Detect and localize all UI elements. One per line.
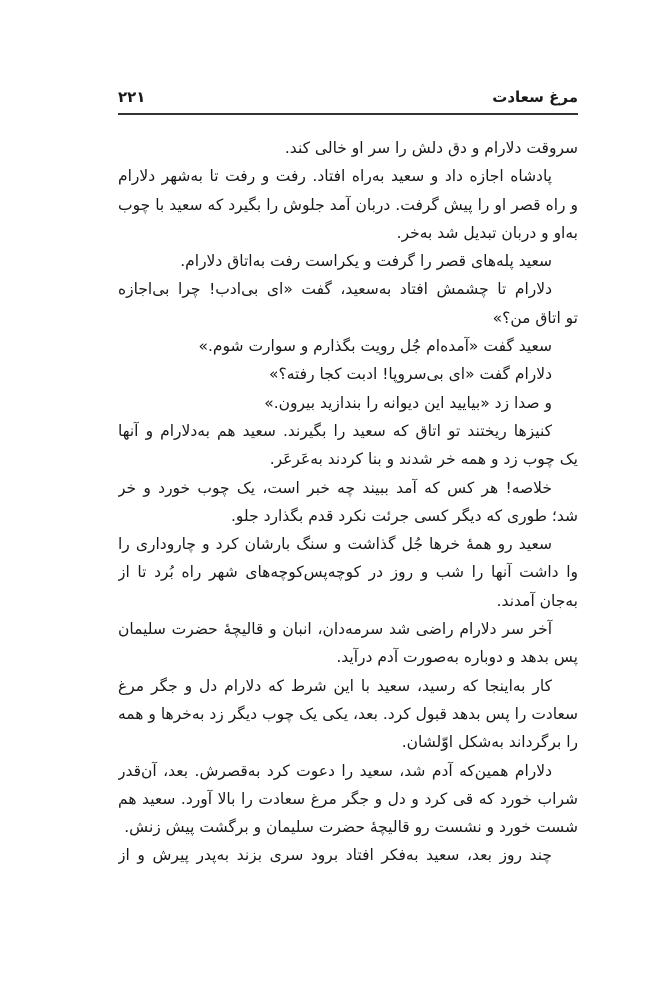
text-line: خلاصه! هر کس که آمد ببیند چه خبر است، یک چوب خورد و خر [118, 478, 552, 497]
text-line: تو اتاق من؟» [492, 308, 578, 327]
page-body [118, 134, 578, 870]
text-line: کار به‌اینجا که رسید، سعید با این شرط که دلارام دل و جگر مرغ [118, 676, 552, 695]
page-number: ۲۲۱ [118, 88, 146, 106]
text-line: شد؛ طوری که دیگر کسی جرئت نکرد قدم بگذارد جلو. [231, 506, 578, 525]
text-line: پادشاه اجازه داد و سعید به‌راه افتاد. رفت و رفت تا به‌شهر دلارام [118, 167, 552, 186]
text-line: آخر سر دلارام راضی شد سرمه‌دان، انبان و قالیچهٔ حضرت سلیمان [118, 620, 552, 639]
running-header [118, 88, 578, 112]
text-line: را برگرداند به‌شکل اوّلشان. [401, 733, 578, 752]
chapter-title: مرغ سعادت [492, 88, 578, 106]
text-line: سعید رو همهٔ خرها جُل گذاشت و سنگ بارشان کرد و چاروداری را [118, 535, 552, 554]
text-line: به‌او و دربان تبدیل شد به‌خر. [396, 223, 578, 242]
text-line: دلارام همین‌که آدم شد، سعید را دعوت کرد به‌قصرش. بعد، آن‌قدر [118, 761, 552, 780]
text-line: و راه قصر او را پیش گرفت. دربان آمد جلوش را بگیرد که سعید با چوب [118, 195, 578, 214]
text-line: و صدا زد «بیایید این دیوانه را بندازید بیرون.» [264, 393, 552, 412]
text-line: سعید پله‌های قصر را گرفت و یکراست رفت به‌اتاق دلارام. [180, 252, 552, 271]
header-rule [118, 113, 578, 115]
text-line: یک چوب زد و همه خر شدند و بنا کردند به‌عَرعَر. [269, 450, 578, 469]
text-line: سعید گفت «آمده‌ام جُل رویت بگذارم و سوارت شوم.» [198, 337, 552, 356]
text-line: وا داشت آنها را شب و روز در کوچه‌پس‌کوچه‌های شهر راه بُرد تا از [118, 563, 578, 582]
text-line: شست خورد و نشست رو قالیچهٔ حضرت سلیمان و برگشت پیش زنش. [124, 818, 578, 837]
text-line: دلارام تا چشمش افتاد به‌سعید، گفت «ای بی‌ادب! چرا بی‌اجازه [118, 280, 552, 299]
text-line: پس بدهد و دوباره به‌صورت آدم درآید. [336, 648, 578, 667]
text-line: سعادت را پس بدهد قبول کرد. بعد، یکی یک چوب دیگر زد به‌خرها و همه [118, 704, 578, 723]
text-line: به‌جان آمدند. [496, 591, 578, 610]
text-line: شراب خورد که قی کرد و دل و جگر مرغ سعادت را بالا آورد. سعید هم [118, 789, 578, 808]
text-line: کنیزها ریختند تو اتاق که سعید را بگیرند. سعید هم به‌دلارام و آنها [118, 421, 552, 440]
text-line: دلارام گفت «ای بی‌سروپا! ادبت کجا رفته؟» [268, 365, 552, 384]
text-line: چند روز بعد، سعید به‌فکر افتاد برود سری بزند به‌پدر پیرش و از [118, 846, 552, 865]
text-line: سروقت دلارام و دق دلش را سر او خالی کند. [284, 139, 578, 157]
